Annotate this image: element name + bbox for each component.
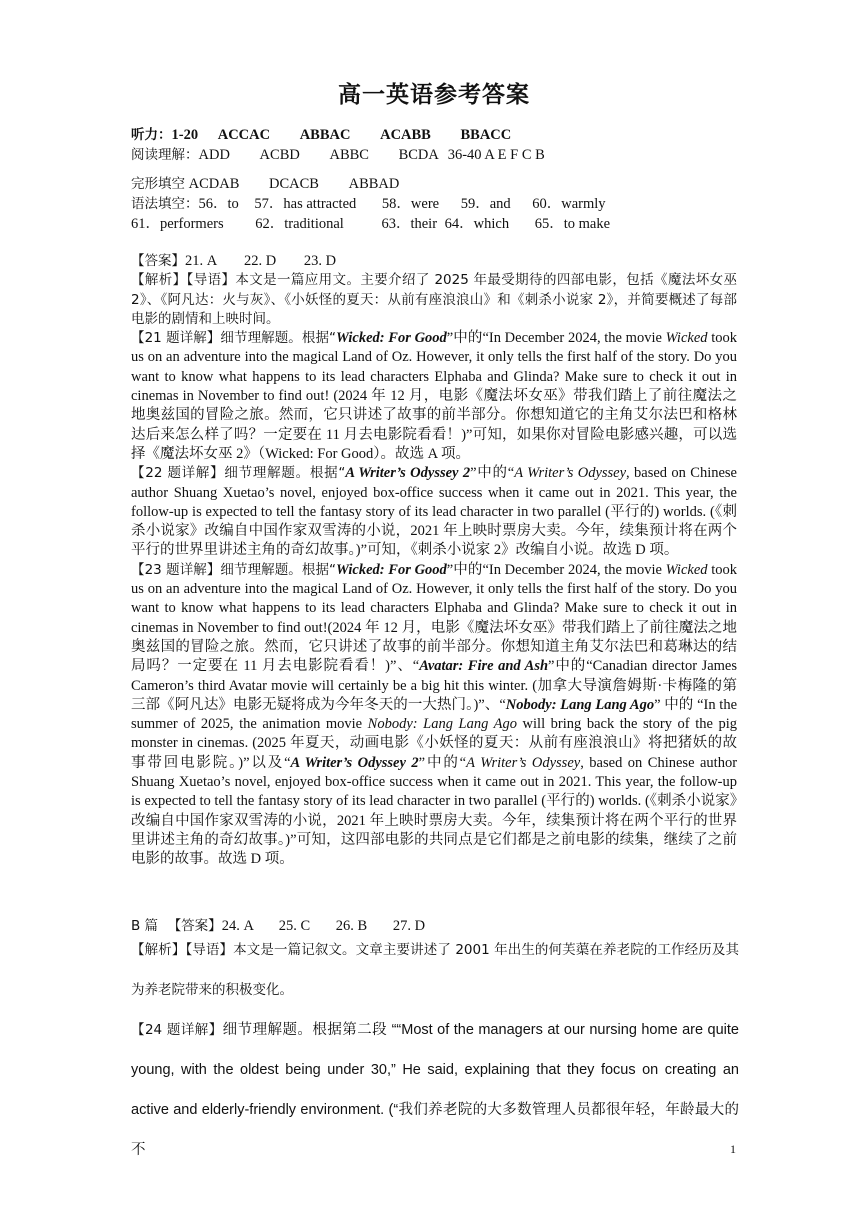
movie-title: Wicked: For Good	[336, 330, 447, 347]
q22-text: 细节理解题。根据“	[224, 465, 346, 482]
answer-item: 27. D	[392, 918, 426, 934]
section-b-label: B 篇	[131, 918, 159, 934]
q22-text: , based on Chinese author Shuang Xuetao’s novel, enjoyed box-office success when it came out in 2021. This year, the follow-up is expected to tell the fantasy story of its lead character in two parallel (平行的) worlds. (《刺杀小说家》改编自中国作家双雪涛的小说，2021 年上映时票房大卖。今年，续集预计将在两个平行的世界里讲述主角的奇幻故事。)”可知，《刺杀小说家 2》改编自小说。故选 D 项。	[131, 465, 737, 559]
answer-label: 【答案】	[131, 253, 185, 269]
movie-title: A Writer’s Odyssey 2	[290, 754, 419, 771]
cloze-label: 完形填空	[131, 176, 185, 192]
grammar-item: 63．their	[381, 216, 438, 232]
cloze-answers-line	[131, 175, 399, 194]
q23-text: took us on an adventure into the magical Land of Oz. However, it only tells the first half of the story. Do you want to know what happens to its lead characters Elphaba and Glinda? Make sure to check it out in cinemas in November to find out!(2024 年 12 月，电影《魔法坏女巫》带我们踏上了前往魔法之地奥兹国的冒险之旅。然而，它只讲述了故事的前半部分。你想知道主角艾尔法巴和葛琳达的结局吗？一定要在 11 月去电影院看看！)”、“	[131, 561, 737, 675]
grammar-answers-line-1	[131, 195, 606, 214]
answer-item: 25. C	[278, 918, 311, 934]
movie-title: A Writer’s Odyssey	[514, 465, 627, 482]
movie-title: Wicked	[665, 330, 708, 347]
answer-item: 26. B	[335, 918, 368, 934]
movie-title: A Writer’s Odyssey	[466, 754, 581, 771]
reading-group: ABBC	[329, 147, 369, 163]
listening-group: ACCAC	[217, 127, 271, 143]
section-a-intro	[131, 271, 737, 329]
reading-group: BCDA	[398, 147, 439, 163]
reading-extra: 36-40 A E F C B	[447, 147, 545, 163]
q24-text: 细节理解题。根据第二段 ““Most of the managers at our nursing home are quite young, with the oldest being under 30,” He said, explaining that they focus on creating an active and elderly-friendly environment. (“我们养老院的大多数管理人员都很年轻，年龄最大的不	[131, 1022, 739, 1158]
section-a-answer-line	[131, 252, 737, 271]
section-b-intro	[131, 930, 739, 1010]
movie-title: Nobody: Lang Lang Ago	[367, 716, 517, 733]
reading-answers-line	[131, 146, 545, 165]
section-a-explanations	[131, 252, 737, 870]
grammar-item: 56．to	[198, 196, 239, 212]
q23-text: 细节理解题。根据“	[220, 561, 337, 578]
answer-label: 【答案】	[167, 918, 222, 934]
q24-explanation	[131, 1010, 739, 1170]
listening-group: ABBAC	[299, 127, 351, 143]
q22-label: 【22 题详解】	[131, 465, 225, 482]
grammar-item: 62．traditional	[255, 216, 344, 232]
movie-title: Wicked	[665, 561, 708, 578]
intro-text: 本文是一篇应用文。主要介绍了 2025 年最受期待的四部电影，包括《魔法坏女巫 2》、《阿凡达：火与灰》、《小妖怪的夏天：从前有座浪浪山》和《刺杀小说家 2》，并简要概述了每部电影的剧情和上映时间。	[131, 272, 737, 327]
reading-label: 阅读理解：	[131, 147, 199, 163]
answer-item: 22. D	[244, 253, 277, 269]
movie-title: Wicked: For Good	[336, 561, 447, 578]
cloze-group: ACDAB	[188, 176, 240, 192]
listening-group: ACABB	[380, 127, 431, 143]
intro-text: 本文是一篇记叙文。文章主要讲述了 2001 年出生的何芙蕖在养老院的工作经历及其为养老院带来的积极变化。	[131, 942, 739, 998]
listening-group: BBACC	[460, 127, 512, 143]
listening-label: 听力：	[131, 127, 172, 143]
q23-text: ”中的“	[418, 754, 467, 771]
q23-label: 【23 题详解】	[131, 561, 221, 578]
grammar-item: 64．which	[444, 216, 510, 232]
q21-text: ”中的“In December 2024, the movie	[446, 330, 666, 347]
reading-group: ADD	[198, 147, 230, 163]
grammar-answers-line-2	[131, 215, 610, 234]
cloze-group: ABBAD	[348, 176, 400, 192]
q24-label: 【24 题详解】	[131, 1022, 223, 1038]
q23-text: ”中的“Canadian director James Cameron’s third Avatar movie will certainly be a big hit this winter. (加拿大导演詹姆斯·卡梅隆的第三部《阿凡达》电影无疑将成为今年冬天的一大热门。)”、“	[131, 658, 737, 713]
grammar-item: 59．and	[460, 196, 511, 212]
q21-explanation	[131, 329, 737, 464]
answer-item: 24. A	[221, 918, 254, 934]
q21-text: 细节理解题。根据“	[220, 330, 337, 347]
reading-group: ACBD	[259, 147, 300, 163]
page-number: 1	[730, 1142, 736, 1156]
grammar-item: 60．warmly	[532, 196, 606, 212]
answer-item: 21. A	[185, 253, 217, 269]
grammar-item: 57．has attracted	[254, 196, 357, 212]
q21-text: took us on an adventure into the magical Land of Oz. However, it only tells the first half of the story. Do you want to know what happens to its lead characters Elphaba and Glinda? Make sure to check it out in cinemas in November to find out! (2024 年 12 月，电影《魔法坏女巫》带我们踏上了前往魔法之地奥兹国的冒险之旅。然而，它只讲述了故事的前半部分。你想知道它的主角艾尔法巴和格林达后来怎么样了吗？一定要在 11 月去电影院看看！)”可知，如果你对冒险电影感兴趣，可以选择《魔法坏女巫 2》（Wicked: For Good）。故选 A 项。	[131, 330, 737, 462]
q22-explanation	[131, 464, 737, 560]
section-b-explanations	[131, 930, 739, 1170]
grammar-item: 61．performers	[131, 216, 224, 232]
q21-label: 【21 题详解】	[131, 330, 221, 347]
movie-title: A Writer’s Odyssey 2	[345, 465, 471, 482]
grammar-item: 58．were	[381, 196, 440, 212]
q23-text: will bring back the story of the pig monster in cinemas. (2025 年夏天，动画电影《小妖怪的夏天：从前有座浪浪山》将把猪妖的故事带回电影院。)”以及“	[131, 716, 737, 771]
listening-answers-line	[131, 126, 511, 145]
q23-explanation	[131, 561, 737, 870]
grammar-item: 65．to make	[534, 216, 611, 232]
q23-text: ”中的“In December 2024, the movie	[446, 561, 666, 578]
answer-item: 23. D	[303, 253, 337, 269]
page-title: 高一英语参考答案	[338, 82, 530, 108]
q23-text: ” 中的 “In the summer of 2025, the animation movie	[131, 696, 738, 733]
cloze-group: DCACB	[269, 176, 319, 192]
intro-label: 【解析】【导语】	[131, 272, 236, 289]
grammar-label: 语法填空：	[131, 196, 199, 212]
movie-title: Avatar: Fire and Ash	[419, 658, 549, 675]
q23-text: , based on Chinese author Shuang Xuetao’s novel, enjoyed box-office success when it came out in 2021. This year, the follow-up is expected to tell the fantasy story of its lead character in two parallel (平行的) worlds. (《刺杀小说家》改编自中国作家双雪涛的小说，2021 年上映时票房大卖。今年，续集预计将在两个平行的世界里讲述主角的奇幻故事。)”可知，这四部电影的共同点是它们都是之前电影的续集，继续了之前电影的故事。故选 D 项。	[131, 754, 738, 868]
listening-range: 1-20	[171, 127, 199, 143]
movie-title: Nobody: Lang Lang Ago	[505, 696, 655, 713]
intro-label: 【解析】【导语】	[131, 942, 234, 958]
q22-text: ”中的“	[470, 465, 515, 482]
